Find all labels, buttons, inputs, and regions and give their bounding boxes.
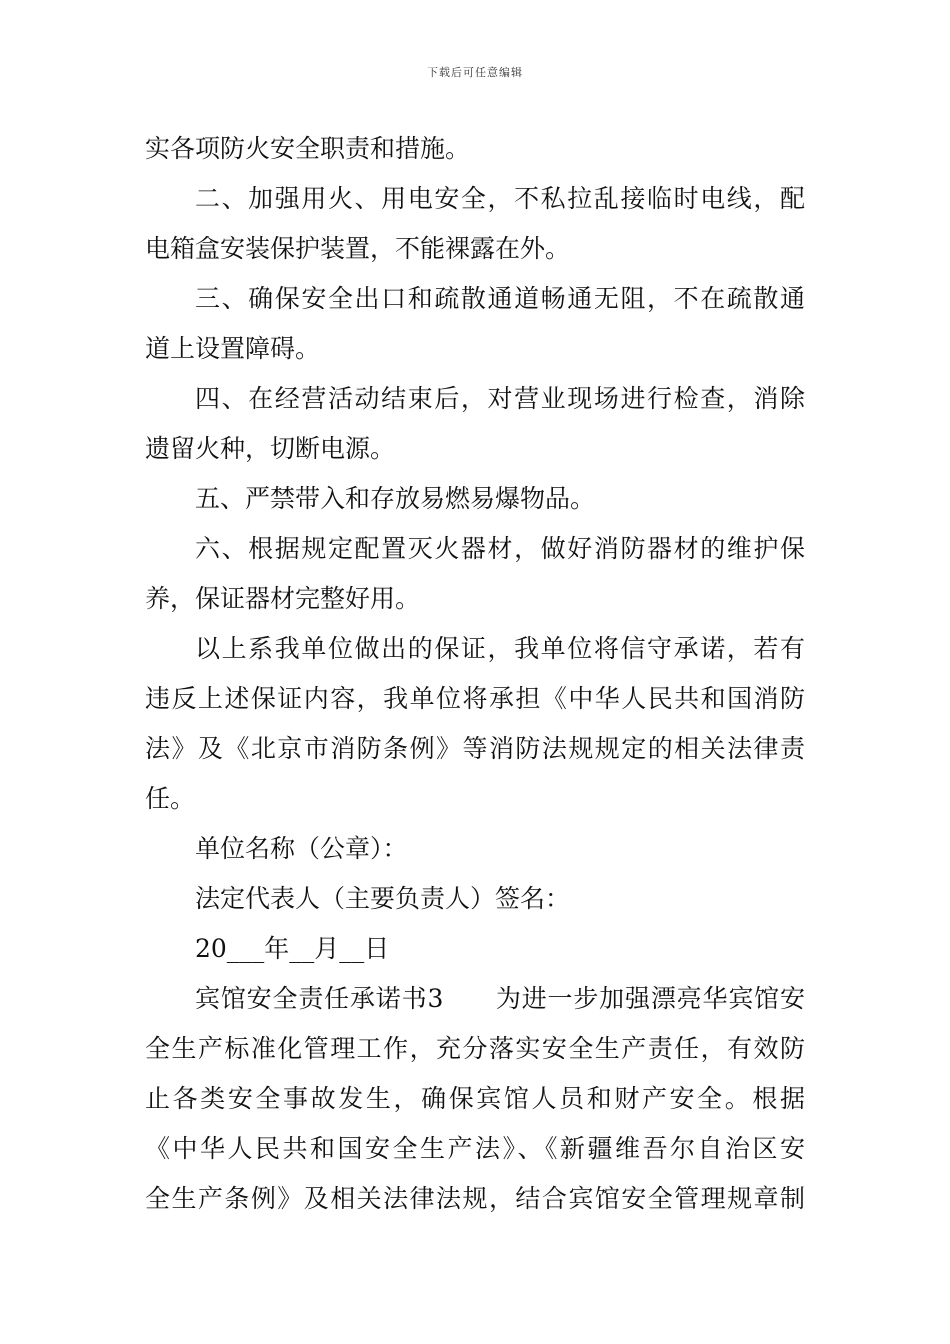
text-line: 全生产条例》及相关法律法规，结合宾馆安全管理规章制	[145, 1184, 805, 1213]
text-line: 违反上述保证内容，我单位将承担《中华人民共和国消防	[145, 684, 805, 713]
text-line: 五、严禁带入和存放易燃易爆物品。	[195, 484, 596, 513]
text-line: 《中华人民共和国安全生产法》、《新疆维吾尔自治区安	[145, 1134, 805, 1163]
text-line: 实各项防火安全职责和措施。	[145, 134, 471, 163]
document-body	[145, 124, 805, 1224]
text-line: 20___年__月__日	[195, 934, 390, 963]
text-line: 全生产标准化管理工作，充分落实安全生产责任，有效防	[145, 1034, 805, 1063]
text-line: 任。	[145, 784, 196, 813]
text-line: 遗留火种，切断电源。	[145, 434, 396, 463]
text-line: 三、确保安全出口和疏散通道畅通无阻，不在疏散通	[195, 284, 805, 313]
text-line: 养，保证器材完整好用。	[145, 584, 421, 613]
text-line: 电箱盒安装保护装置，不能裸露在外。	[145, 234, 571, 263]
text-line: 道上设置障碍。	[145, 334, 321, 363]
text-line: 止各类安全事故发生，确保宾馆人员和财产安全。根据	[145, 1084, 805, 1113]
text-line: 四、在经营活动结束后，对营业现场进行检查，消除	[195, 384, 805, 413]
text-line: 二、加强用火、用电安全，不私拉乱接临时电线，配	[195, 184, 805, 213]
text-line: 六、根据规定配置灭火器材，做好消防器材的维护保	[195, 534, 805, 563]
page-header-note: 下载后可任意编辑	[427, 66, 523, 79]
text-line: 以上系我单位做出的保证，我单位将信守承诺，若有	[195, 634, 805, 663]
text-line: 法定代表人（主要负责人）签名：	[195, 884, 571, 913]
text-line: 单位名称（公章）：	[195, 834, 408, 863]
text-line: 宾馆安全责任承诺书3 为进一步加强漂亮华宾馆安	[195, 984, 805, 1013]
text-line: 法》及《北京市消防条例》等消防法规规定的相关法律责	[145, 734, 805, 763]
